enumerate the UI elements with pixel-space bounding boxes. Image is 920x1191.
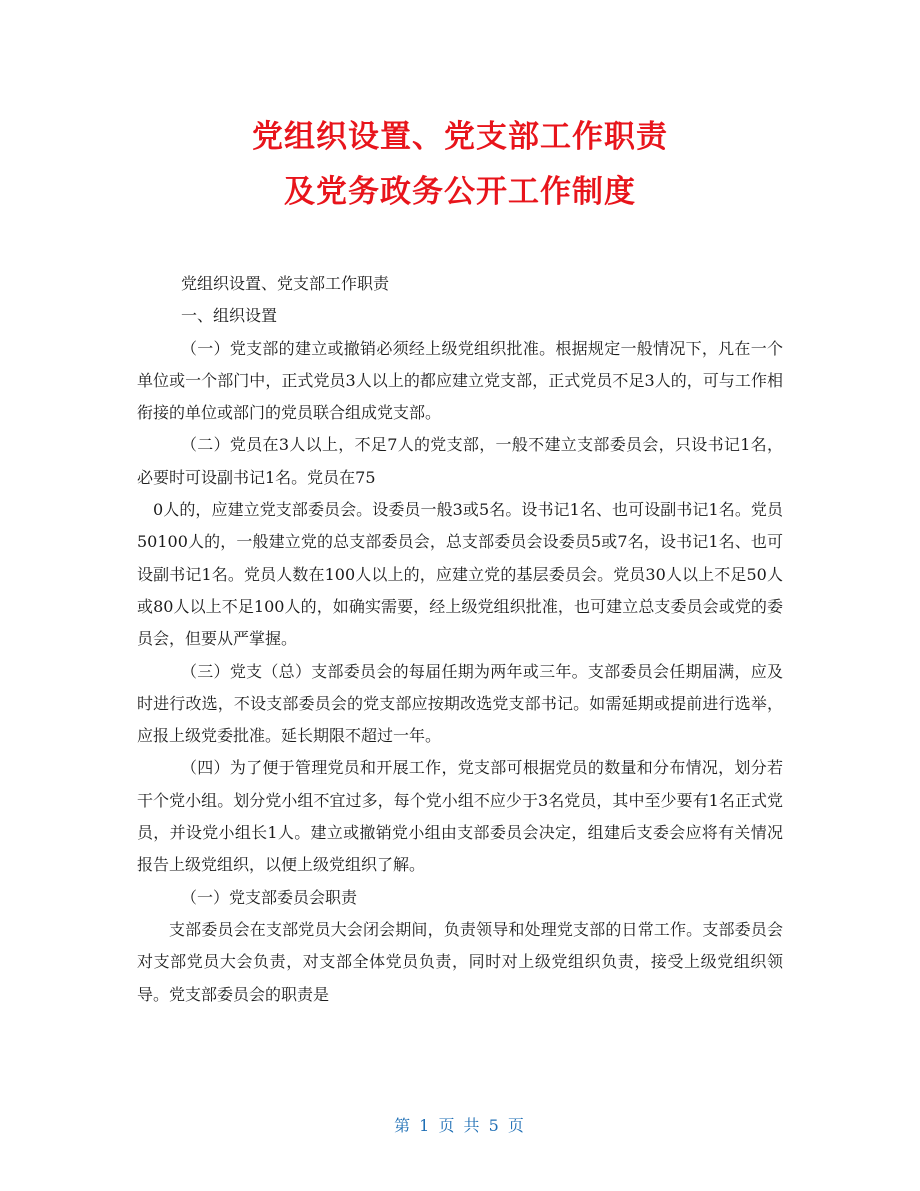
paragraph: 支部委员会在支部党员大会闭会期间，负责领导和处理党支部的日常工作。支部委员会对支部党员大会负责，对支部全体党员负责，同时对上级党组织负责，接受上级党组织领导。党支部委员会的职责是 xyxy=(137,919,783,1004)
document-title-line-1: 党组织设置、党支部工作职责 xyxy=(252,119,668,155)
document-body xyxy=(137,268,783,1011)
subsection-heading: 一、组织设置 xyxy=(181,306,278,326)
paragraph: （四）为了便于管理党员和开展工作，党支部可根据党员的数量和分布情况，划分若干个党小组。划分党小组不宜过多，每个党小组不应少于3名党员，其中至少要有1名正式党员，并设党小组长1人。建立或撤销党小组由支部委员会决定，组建后支委会应将有关情况报告上级党组织，以便上级党组织了解。 xyxy=(137,758,783,875)
page-number-footer: 第 1 页 共 5 页 xyxy=(394,1116,526,1135)
document-title-line-2: 及党务政务公开工作制度 xyxy=(284,174,636,210)
paragraph: （一）党支部的建立或撤销必须经上级党组织批准。根据规定一般情况下，凡在一个单位或一个部门中，正式党员3人以上的都应建立党支部，正式党员不足3人的，可与工作相衔接的单位或部门的党员联合组成党支部。 xyxy=(137,338,783,423)
paragraph: （二）党员在3人以上，不足7人的党支部，一般不建立支部委员会，只设书记1名，必要时可设副书记1名。党员在75 xyxy=(137,435,783,487)
paragraph: （三）党支（总）支部委员会的每届任期为两年或三年。支部委员会任期届满，应及时进行改选，不设支部委员会的党支部应按期改选党支部书记。如需延期或提前进行选举，应报上级党委批准。延长期限不超过一年。 xyxy=(137,661,783,746)
section-heading: 党组织设置、党支部工作职责 xyxy=(181,274,390,293)
paragraph: 0人的，应建立党支部委员会。设委员一般3或5名。设书记1名、也可设副书记1名。党员50100人的，一般建立党的总支部委员会，总支部委员会设委员5或7名，设书记1名、也可设副书记1名。党员人数在100人以上的，应建立党的基层委员会。党员30人以上不足50人或80人以上不足100人的，如确实需要，经上级党组织批准，也可建立总支委员会或党的委员会，但要从严掌握。 xyxy=(137,500,783,649)
subsection-heading: （一）党支部委员会职责 xyxy=(181,887,358,907)
